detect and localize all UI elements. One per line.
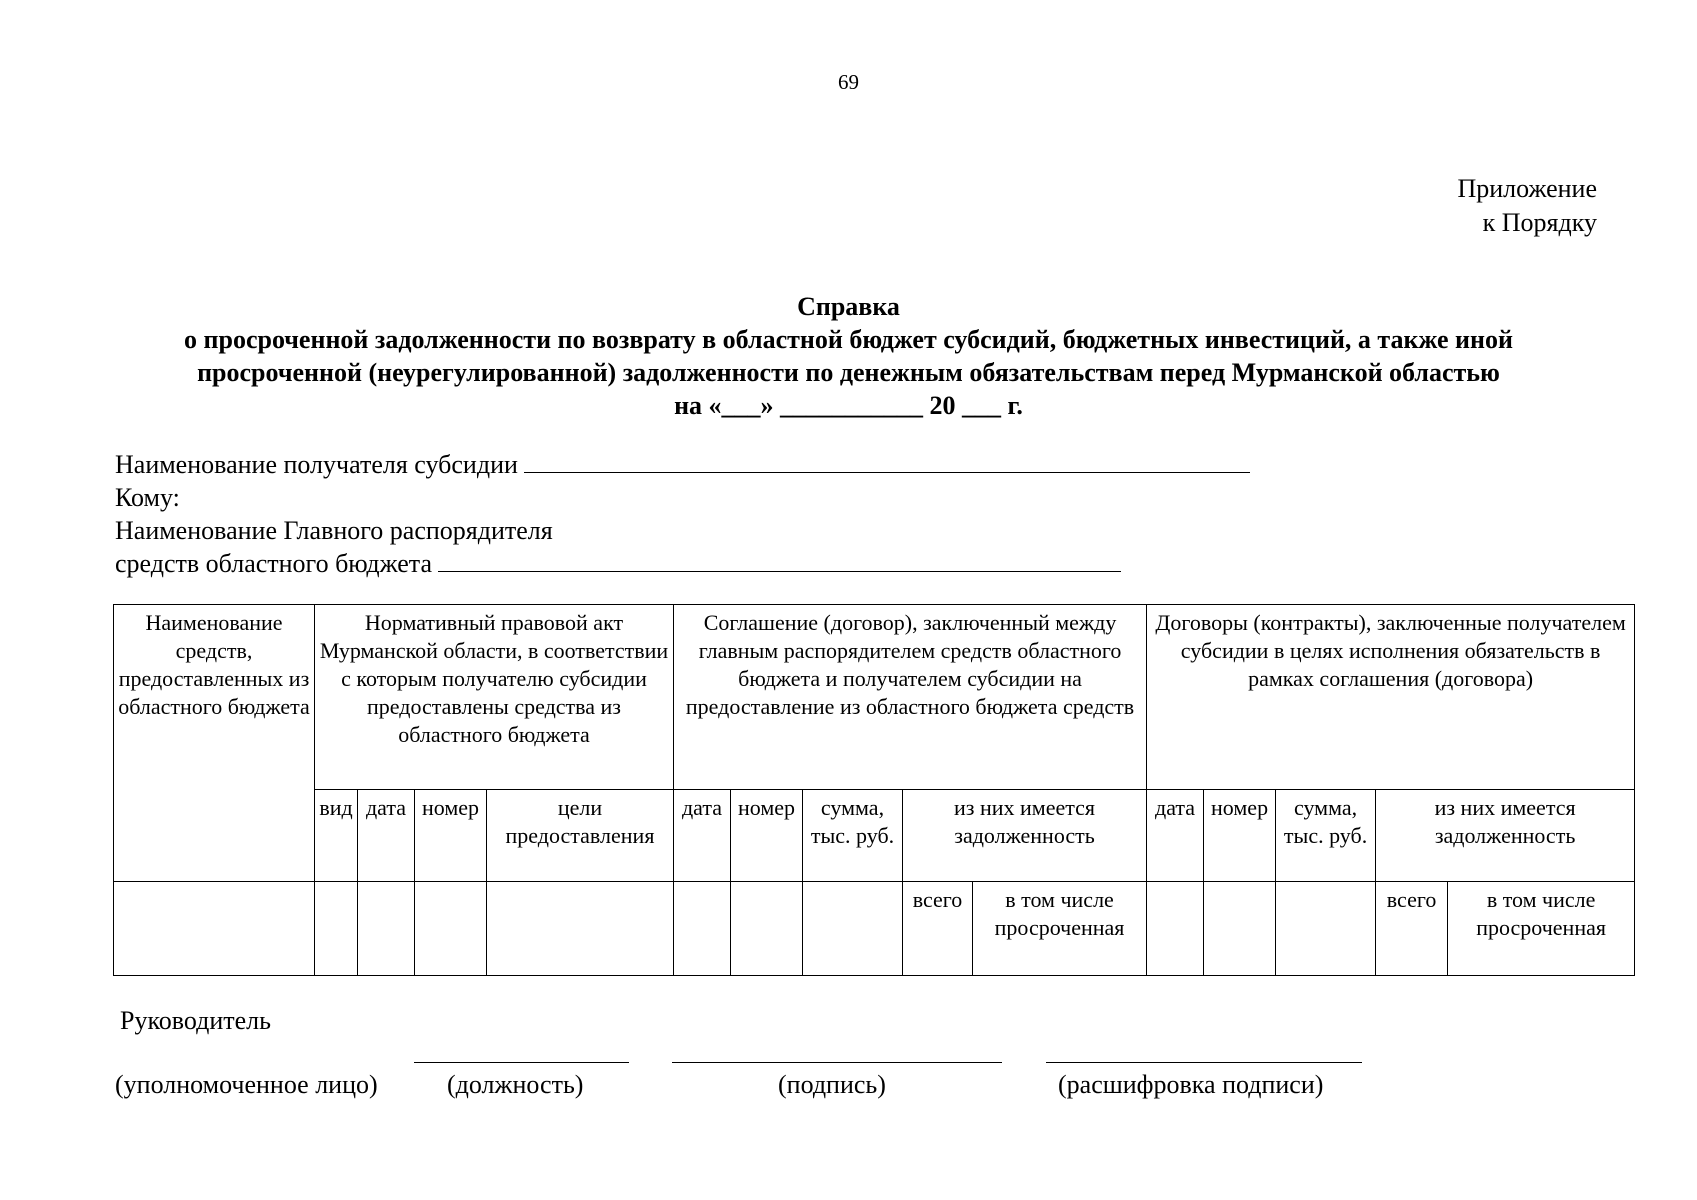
cell-agreement-number[interactable] <box>731 882 803 976</box>
cell-funds[interactable] <box>114 882 315 976</box>
to-label: Кому: <box>115 483 180 512</box>
cell-act-vid[interactable] <box>315 882 358 976</box>
manager-blank[interactable] <box>438 547 1121 572</box>
recipient-label: Наименование получателя субсидии <box>115 450 518 479</box>
cell-contracts-number[interactable] <box>1204 882 1276 976</box>
appendix-note <box>1457 172 1597 240</box>
header-agreement: Соглашение (договор), заключенный между главным распорядителем средств областного бюджета и получателем субсидии на предоставление из областного бюджета средств <box>674 605 1147 790</box>
header-contracts-date: дата <box>1147 790 1204 882</box>
title-line-1: Справка <box>797 292 900 321</box>
appendix-line-1: Приложение <box>1457 174 1597 203</box>
manager-label-2: средств областного бюджета <box>115 549 433 578</box>
position-line[interactable] <box>414 1062 629 1063</box>
table-row <box>114 882 1635 976</box>
signature-line[interactable] <box>672 1062 1002 1063</box>
header-act-goals: цели предоставления <box>487 790 674 882</box>
header-fields <box>115 448 1250 580</box>
recipient-field <box>115 448 1250 481</box>
header-act-date: дата <box>358 790 415 882</box>
title-line-3: просроченной (неурегулированной) задолженности по денежным обязательствам перед Мурманской областью <box>197 358 1500 387</box>
decoding-label: (расшифровка подписи) <box>1058 1070 1324 1099</box>
debt-table <box>113 604 1635 976</box>
header-act-vid: вид <box>315 790 358 882</box>
decoding-line[interactable] <box>1046 1062 1362 1063</box>
manager-label-1: Наименование Главного распорядителя <box>115 516 553 545</box>
position-label: (должность) <box>447 1070 584 1099</box>
header-contracts: Договоры (контракты), заключенные получателем субсидии в целях исполнения обязательств в рамках соглашения (договора) <box>1147 605 1635 790</box>
title-line-2: о просроченной задолженности по возврату в областной бюджет субсидий, бюджетных инвестиций, а также иной <box>184 325 1513 354</box>
cell-agreement-date[interactable] <box>674 882 731 976</box>
cell-act-date[interactable] <box>358 882 415 976</box>
header-agreement-debt: из них имеется задолженность <box>903 790 1147 882</box>
cell-contracts-date[interactable] <box>1147 882 1204 976</box>
page-number: 69 <box>838 70 859 94</box>
signature-label: (подпись) <box>778 1070 886 1099</box>
cell-act-number[interactable] <box>415 882 487 976</box>
header-contracts-number: номер <box>1204 790 1276 882</box>
title-line-4: на «___» ___________ 20 ___ г. <box>674 391 1023 420</box>
header-agreement-sum: сумма, тыс. руб. <box>803 790 903 882</box>
header-act: Нормативный правовой акт Мурманской области, в соответствии с которым получателю субсидии предоставлены средства из областного бюджета <box>315 605 674 790</box>
head-label: Руководитель <box>120 1006 271 1035</box>
header-agreement-date: дата <box>674 790 731 882</box>
header-contracts-sum: сумма, тыс. руб. <box>1276 790 1376 882</box>
header-agreement-debt-overdue: в том числе просроченная <box>973 882 1147 976</box>
header-contracts-debt-total: всего <box>1376 882 1448 976</box>
manager-field <box>115 547 1250 580</box>
authorized-label: (уполномоченное лицо) <box>115 1070 378 1099</box>
cell-act-goals[interactable] <box>487 882 674 976</box>
header-agreement-number: номер <box>731 790 803 882</box>
header-funds: Наименование средств, предоставленных из областного бюджета <box>114 605 315 882</box>
appendix-line-2: к Порядку <box>1482 208 1597 237</box>
header-agreement-debt-total: всего <box>903 882 973 976</box>
cell-contracts-sum[interactable] <box>1276 882 1376 976</box>
header-act-number: номер <box>415 790 487 882</box>
cell-agreement-sum[interactable] <box>803 882 903 976</box>
document-title <box>0 290 1697 422</box>
header-contracts-debt-overdue: в том числе просроченная <box>1448 882 1635 976</box>
header-contracts-debt: из них имеется задолженность <box>1376 790 1635 882</box>
recipient-blank[interactable] <box>524 448 1250 473</box>
